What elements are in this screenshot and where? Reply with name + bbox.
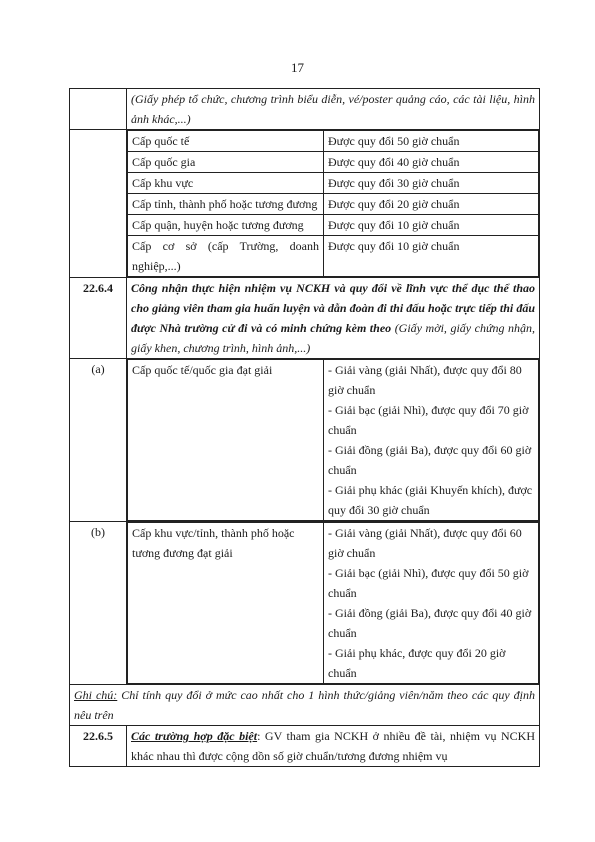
level-cell: Cấp quốc gia <box>128 152 324 173</box>
table-row <box>128 236 539 277</box>
section-number: 22.6.5 <box>70 726 127 767</box>
table-row <box>128 152 539 173</box>
hours-cell: Được quy đổi 30 giờ chuẩn <box>324 173 539 194</box>
level-cell: Cấp khu vực <box>128 173 324 194</box>
section-22-6-4-row <box>70 278 540 359</box>
section-b-intro-row <box>70 89 540 130</box>
section-evidence: (Giấy mời, giấy chứng nhận, giấy khen, chương trình, hình ảnh,...) <box>131 321 536 355</box>
hours-cell: Được quy đổi 40 giờ chuẩn <box>324 152 539 173</box>
regulation-table <box>69 88 540 767</box>
list-item: - Giải bạc (giải Nhì), được quy đổi 70 giờ chuẩn <box>328 403 529 437</box>
section-b-levels-table <box>127 130 539 277</box>
section-22-6-5-row <box>70 726 540 767</box>
level-cell: Cấp tỉnh, thành phố hoặc tương đương <box>128 194 324 215</box>
item-b-row <box>70 522 540 685</box>
list-item: - Giải đồng (giải Ba), được quy đổi 60 giờ chuẩn <box>328 443 532 477</box>
award-list <box>324 360 539 521</box>
note-row <box>70 685 540 726</box>
section-b-levels-row <box>70 130 540 278</box>
note-text: Chỉ tính quy đổi ở mức cao nhất cho 1 hình thức/giảng viên/năm theo các quy định nêu trên <box>74 688 536 722</box>
award-list <box>324 523 539 684</box>
level-cell: Cấp cơ sở (cấp Trường, doanh nghiệp,...) <box>128 236 324 277</box>
hours-cell: Được quy đổi 20 giờ chuẩn <box>324 194 539 215</box>
section-text: : GV tham gia NCKH ở nhiều đề tài, nhiệm vụ NCKH khác nhau thì được cộng dồn số giờ chuẩn/tương đương nhiệm vụ <box>131 729 535 763</box>
list-item: - Giải đồng (giải Ba), được quy đổi 40 giờ chuẩn <box>328 606 532 640</box>
list-item: - Giải phụ khác (giải Khuyến khích), được quy đổi 30 giờ chuẩn <box>328 483 533 517</box>
list-item: - Giải bạc (giải Nhì), được quy đổi 50 giờ chuẩn <box>328 566 529 600</box>
hours-cell: Được quy đổi 10 giờ chuẩn <box>324 236 539 277</box>
list-item: - Giải vàng (giải Nhất), được quy đổi 60 giờ chuẩn <box>328 526 522 560</box>
list-item: - Giải phụ khác, được quy đổi 20 giờ chuẩn <box>328 646 506 680</box>
page-number: 17 <box>291 60 304 75</box>
item-level: Cấp quốc tế/quốc gia đạt giải <box>128 360 324 521</box>
table-row <box>128 173 539 194</box>
table-row <box>128 194 539 215</box>
section-title: Công nhận thực hiện nhiệm vụ NCKH và quy đổi về lĩnh vực thể dục thể thao cho giảng viên tham gia huấn luyện và dẫn đoàn đi thi đấu hoặc trực tiếp thi đấu được Nhà trường cử đi và có minh chứng kèm theo <box>131 281 535 335</box>
hours-cell: Được quy đổi 10 giờ chuẩn <box>324 215 539 236</box>
section-number: 22.6.4 <box>70 278 127 359</box>
table-row <box>128 215 539 236</box>
item-label: (a) <box>70 359 127 522</box>
item-a-row <box>70 359 540 522</box>
section-b-intro: (Giấy phép tổ chức, chương trình biểu diễn, vé/poster quảng cáo, các tài liệu, hình ảnh khác,...) <box>127 89 540 130</box>
section-title: Các trường hợp đặc biệt <box>131 729 258 743</box>
list-item: - Giải vàng (giải Nhất), được quy đổi 80 giờ chuẩn <box>328 363 522 397</box>
level-cell: Cấp quốc tế <box>128 131 324 152</box>
table-row <box>128 131 539 152</box>
note-label: Ghi chú: <box>74 688 118 702</box>
item-level: Cấp khu vực/tỉnh, thành phố hoặc tương đương đạt giải <box>128 523 324 684</box>
level-cell: Cấp quận, huyện hoặc tương đương <box>128 215 324 236</box>
item-label: (b) <box>70 522 127 685</box>
hours-cell: Được quy đổi 50 giờ chuẩn <box>324 131 539 152</box>
